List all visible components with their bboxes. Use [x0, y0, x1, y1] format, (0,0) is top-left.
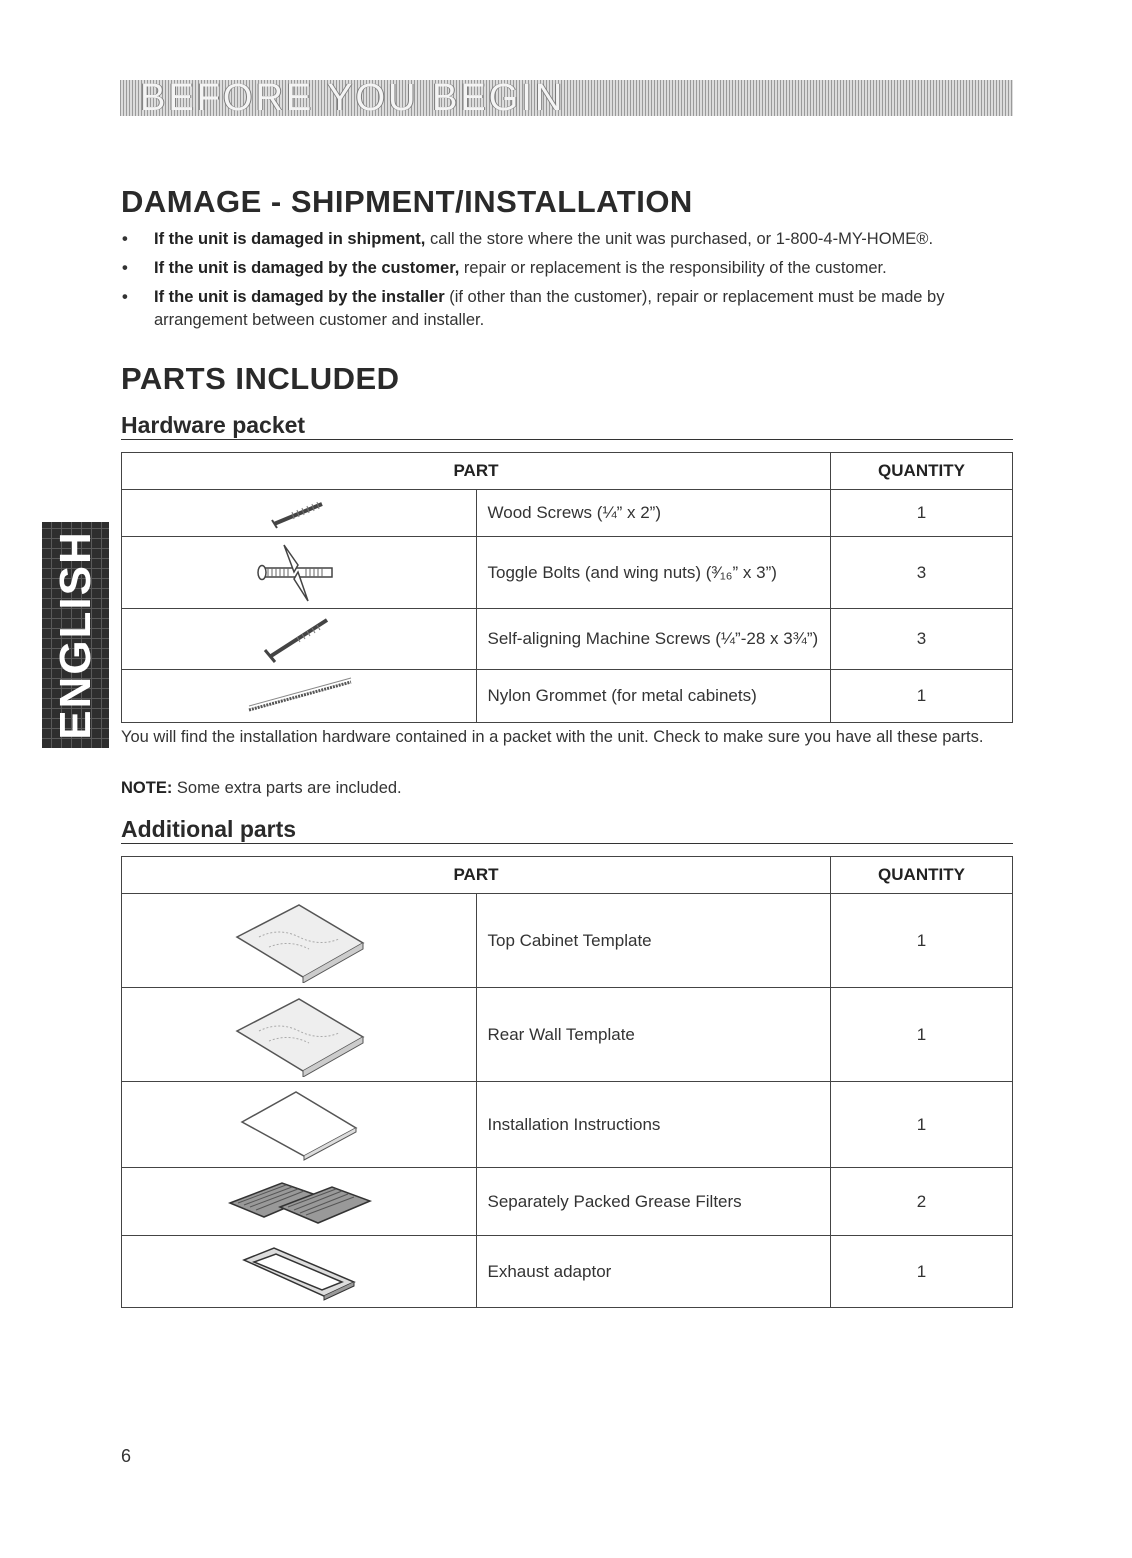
damage-bullet: • If the unit is damaged in shipment, call the store where the unit was purchased, or 1-800-4-MY-HOME®. — [122, 230, 934, 248]
hardware-packet-title: Hardware packet — [121, 412, 1013, 440]
part-name: Rear Wall Template — [476, 988, 831, 1082]
part-name: Self-aligning Machine Screws (¼”-28 x 3¾”) — [476, 609, 831, 670]
table-row — [122, 894, 1013, 988]
template-sheet-icon — [122, 988, 477, 1082]
hardware-table — [121, 452, 1013, 723]
col-part-header: PART — [122, 453, 831, 490]
part-name: Top Cabinet Template — [476, 894, 831, 988]
table-row — [122, 1236, 1013, 1308]
part-name: Wood Screws (¼” x 2”) — [476, 490, 831, 537]
col-quantity-header: QUANTITY — [831, 857, 1013, 894]
table-row — [122, 490, 1013, 537]
table-row — [122, 670, 1013, 723]
section-banner — [120, 80, 1013, 116]
damage-bullet: • If the unit is damaged by the customer, repair or replacement is the responsibility of the customer. — [122, 259, 887, 277]
wood-screw-icon — [122, 490, 477, 537]
part-quantity: 1 — [831, 1236, 1013, 1308]
machine-screw-icon — [122, 609, 477, 670]
part-name: Toggle Bolts (and wing nuts) (³⁄₁₆” x 3”) — [476, 537, 831, 609]
part-quantity: 2 — [831, 1168, 1013, 1236]
table-row — [122, 1168, 1013, 1236]
table-row — [122, 1082, 1013, 1168]
nylon-grommet-icon — [122, 670, 477, 723]
additional-parts-title: Additional parts — [121, 816, 1013, 844]
parts-heading: PARTS INCLUDED — [121, 361, 400, 396]
part-name: Installation Instructions — [476, 1082, 831, 1168]
part-name: Separately Packed Grease Filters — [476, 1168, 831, 1236]
damage-heading: DAMAGE - SHIPMENT/INSTALLATION — [121, 184, 693, 219]
language-tab — [42, 522, 109, 748]
table-row — [122, 537, 1013, 609]
note-body: Some extra parts are included. — [172, 779, 402, 797]
table-header-row — [122, 453, 1013, 490]
col-part-header: PART — [122, 857, 831, 894]
table-header-row — [122, 857, 1013, 894]
table-row — [122, 609, 1013, 670]
banner-title: BEFORE YOU BEGIN — [140, 80, 566, 116]
col-quantity-header: QUANTITY — [831, 453, 1013, 490]
table-row — [122, 988, 1013, 1082]
template-sheet-icon — [122, 894, 477, 988]
part-quantity: 3 — [831, 537, 1013, 609]
language-tab-label: ENGLISH — [50, 530, 100, 740]
part-name: Nylon Grommet (for metal cabinets) — [476, 670, 831, 723]
note-label: NOTE: — [121, 779, 173, 797]
damage-bullet-list — [121, 228, 1011, 338]
part-quantity: 1 — [831, 670, 1013, 723]
part-quantity: 1 — [831, 894, 1013, 988]
part-quantity: 3 — [831, 609, 1013, 670]
hardware-note — [121, 777, 1001, 800]
additional-parts-table — [121, 856, 1013, 1308]
damage-bullet: • If the unit is damaged by the installer (if other than the customer), repair or replacement must be made by arrangement between customer and installer. — [122, 288, 945, 329]
hardware-note-paragraph: You will find the installation hardware contained in a packet with the unit. Check to make sure you have all these parts. — [121, 728, 984, 746]
grease-filter-icon — [122, 1168, 477, 1236]
page-number: 6 — [121, 1446, 132, 1466]
instructions-sheet-icon — [122, 1082, 477, 1168]
exhaust-adaptor-icon — [122, 1236, 477, 1308]
part-quantity: 1 — [831, 988, 1013, 1082]
part-name: Exhaust adaptor — [476, 1236, 831, 1308]
toggle-bolt-icon — [122, 537, 477, 609]
part-quantity: 1 — [831, 1082, 1013, 1168]
part-quantity: 1 — [831, 490, 1013, 537]
